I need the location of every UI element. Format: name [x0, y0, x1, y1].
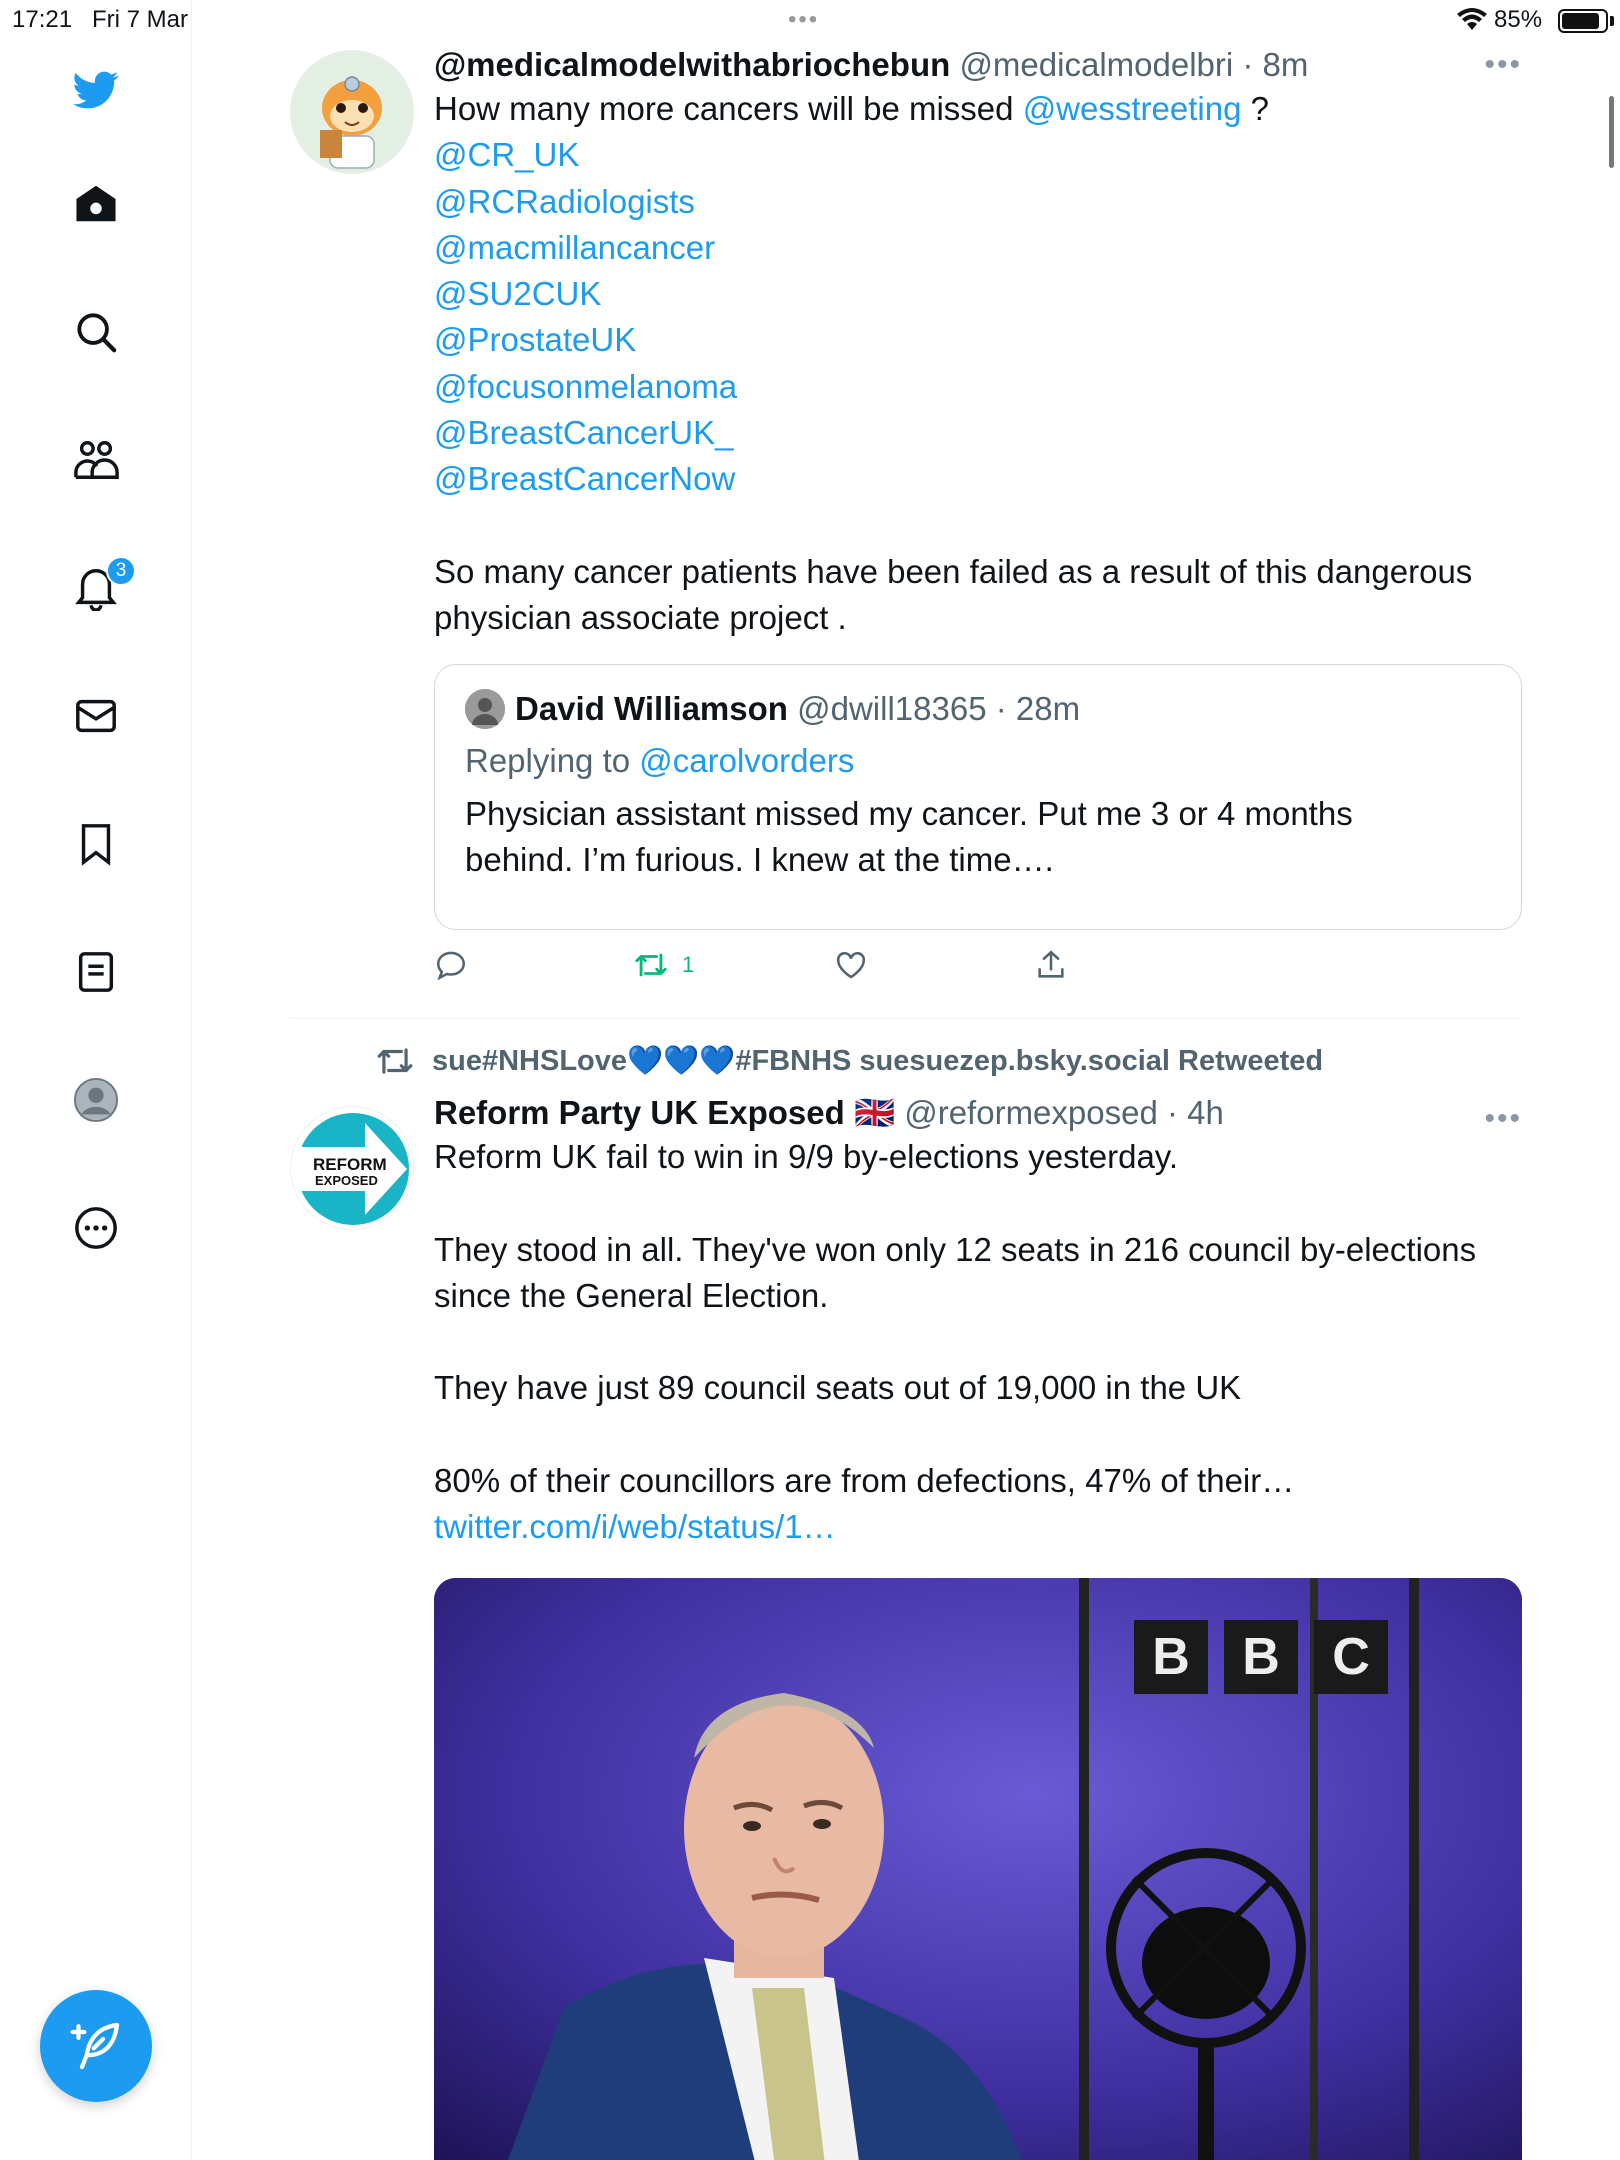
tweet-body-line: physician associate project .	[434, 599, 847, 637]
bookmark-icon[interactable]	[66, 814, 126, 874]
tweet-body-line: They stood in all. They've won only 12 seats in 216 council by-elections	[434, 1230, 1477, 1268]
mention-link[interactable]: @BreastCancerNow	[434, 460, 736, 498]
mention-link[interactable]: @SU2CUK	[434, 275, 602, 313]
battery-icon	[1558, 9, 1608, 33]
status-time: 17:21	[12, 6, 73, 33]
tweet-actions	[434, 948, 1134, 992]
tweet-body-line: So many cancer patients have been failed as a result of this dangerous	[434, 552, 1473, 590]
like-button[interactable]	[834, 948, 868, 982]
tweet-divider	[290, 1018, 1522, 1019]
notification-count-badge: 3	[106, 556, 136, 586]
replying-to-link[interactable]: @carolvorders	[639, 742, 855, 779]
retweet-icon	[376, 1046, 414, 1076]
wifi-icon	[1456, 6, 1488, 32]
mention-link[interactable]: @CR_UK	[434, 136, 580, 174]
avatar-text-exposed: EXPOSED	[315, 1173, 378, 1188]
more-options-icon[interactable]: •••	[1484, 48, 1522, 81]
quoted-author-name[interactable]: David Williamson	[515, 690, 788, 727]
communities-icon[interactable]	[66, 430, 126, 490]
reply-button[interactable]	[434, 948, 468, 982]
battery-percent: 85%	[1494, 6, 1543, 33]
quoted-tweet-time: · 28m	[995, 690, 1081, 727]
retweeted-by-row[interactable]	[376, 1044, 1323, 1078]
multitasking-dots-icon[interactable]: •••	[788, 6, 820, 33]
tweet-text	[434, 1134, 1522, 1551]
avatar-text-reform: REFORM	[313, 1155, 387, 1174]
twitter-bird-icon[interactable]	[66, 60, 126, 120]
tweet-text-intro: How many more cancers will be missed	[434, 90, 1023, 127]
lists-icon[interactable]	[66, 942, 126, 1002]
compose-feather-icon	[68, 2018, 124, 2074]
bbc-letter: B	[1242, 1628, 1280, 1686]
mention-link[interactable]: @wesstreeting	[1022, 90, 1242, 127]
uk-flag-emoji: 🇬🇧	[853, 1094, 896, 1131]
quoted-avatar[interactable]	[465, 689, 505, 729]
author-handle[interactable]: @medicalmodelbri	[959, 46, 1234, 83]
tweet-link[interactable]: twitter.com/i/web/status/1…	[434, 1508, 836, 1546]
reply-icon	[434, 948, 468, 982]
profile-icon[interactable]	[66, 1070, 126, 1130]
mention-link[interactable]: @macmillancancer	[434, 228, 716, 266]
quoted-text-line: Physician assistant missed my cancer. Put me 3 or 4 months	[465, 795, 1353, 832]
retweet-button[interactable]	[634, 948, 694, 982]
mention-link[interactable]: @ProstateUK	[434, 321, 637, 359]
quoted-author-handle[interactable]: @dwill18365	[797, 690, 987, 727]
mention-link[interactable]: @BreastCancerUK_	[434, 414, 734, 452]
tweet[interactable]	[290, 44, 1522, 1004]
avatar[interactable]	[290, 1106, 414, 1230]
share-button[interactable]	[1034, 948, 1068, 982]
more-circle-icon[interactable]	[66, 1198, 126, 1258]
tweet-body-line: since the General Election.	[434, 1276, 829, 1314]
retweet-icon	[634, 948, 668, 982]
retweet-count: 1	[682, 952, 695, 977]
home-icon[interactable]	[66, 174, 126, 234]
retweeted-by-prefix: sue#NHSLove	[432, 1044, 628, 1077]
mention-link[interactable]: @focusonmelanoma	[434, 367, 738, 405]
blue-hearts-emoji: 💙💙💙	[627, 1045, 736, 1077]
author-name[interactable]: Reform Party UK Exposed	[434, 1094, 845, 1131]
messages-mail-icon[interactable]	[66, 686, 126, 746]
compose-tweet-button[interactable]	[40, 1990, 152, 2102]
quoted-text-line: behind. I’m furious. I knew at the time….	[465, 841, 1054, 878]
heart-icon	[834, 948, 868, 982]
tweet-body-line: Reform UK fail to win in 9/9 by-elections yesterday.	[434, 1138, 1179, 1175]
tweet-text-qmark: ?	[1241, 90, 1269, 127]
retweeted-by-suffix: #FBNHS suesuezep.bsky.social Retweeted	[735, 1044, 1324, 1077]
mention-link[interactable]: @RCRadiologists	[434, 182, 695, 220]
search-icon[interactable]	[66, 302, 126, 362]
tweet-body-line: 80% of their councillors are from defections, 47% of their…	[434, 1462, 1295, 1500]
author-handle[interactable]: @reformexposed	[904, 1094, 1158, 1131]
replying-to-label: Replying to	[465, 742, 640, 779]
share-icon	[1034, 948, 1068, 982]
bbc-letter: B	[1152, 1628, 1190, 1686]
tweet-body-line: They have just 89 council seats out of 19,000 in the UK	[434, 1369, 1242, 1407]
bbc-sign	[1134, 1620, 1388, 1694]
more-options-icon[interactable]: •••	[1484, 1102, 1522, 1135]
scroll-indicator[interactable]	[1609, 96, 1614, 168]
status-bar	[0, 0, 1620, 40]
battery-tip	[1610, 16, 1614, 26]
quoted-tweet[interactable]	[434, 664, 1522, 930]
tweet-media-image[interactable]	[434, 1578, 1522, 2160]
status-date: Fri 7 Mar	[92, 6, 188, 33]
avatar[interactable]	[290, 50, 414, 174]
tweet-text	[434, 86, 1522, 642]
sidebar	[0, 0, 192, 2160]
bbc-letter: C	[1332, 1628, 1370, 1686]
tweet-time[interactable]: · 8m	[1242, 46, 1309, 83]
tweet-time[interactable]: · 4h	[1167, 1094, 1224, 1131]
author-name[interactable]: @medicalmodelwithabriochebun	[434, 46, 951, 83]
